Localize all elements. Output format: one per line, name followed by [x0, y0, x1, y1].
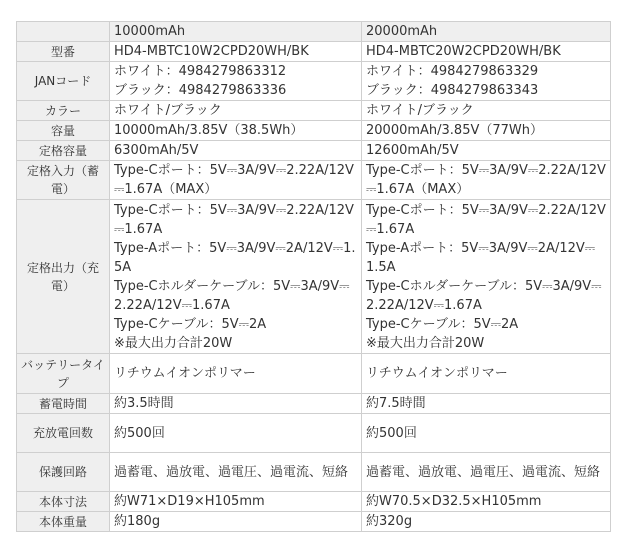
- row-value-20000: HD4-MBTC20W2CPD20WH/BK: [362, 42, 611, 62]
- row-label: 蓄電時間: [17, 394, 110, 414]
- table-row: [17, 453, 611, 492]
- row-value-10000: 約3.5時間: [110, 394, 362, 414]
- value-line: ホワイト：4984279863329: [366, 64, 539, 79]
- row-label: 定格入力（蓄電）: [17, 161, 110, 200]
- row-value-20000: 約7.5時間: [362, 394, 611, 414]
- table-row: [17, 200, 611, 354]
- row-value-20000: 約500回: [362, 414, 611, 453]
- table-row: [17, 62, 611, 101]
- row-value-20000: 20000mAh/3.85V（77Wh）: [362, 121, 611, 141]
- row-value-10000: [110, 200, 362, 354]
- row-value-20000: 12600mAh/5V: [362, 141, 611, 161]
- value-line: Type-Cポート：5V⎓3A/9V⎓2.22A/12V⎓1.67A: [114, 202, 354, 237]
- header-cell-empty: [17, 22, 110, 42]
- table-row: [17, 101, 611, 121]
- row-value-20000: [362, 62, 611, 101]
- row-value-10000: Type-Cポート：5V⎓3A/9V⎓2.22A/12V⎓1.67A（MAX）: [110, 161, 362, 200]
- table-row: [17, 354, 611, 394]
- spec-table-container: [16, 21, 610, 532]
- value-line: Type-Cケーブル：5V⎓2A: [114, 316, 267, 332]
- row-value-20000: Type-Cポート：5V⎓3A/9V⎓2.22A/12V⎓1.67A（MAX）: [362, 161, 611, 200]
- table-row: [17, 492, 611, 512]
- value-line: Type-Aポート：5V⎓3A/9V⎓2A/12V⎓1.5A: [114, 240, 356, 275]
- row-label: 充放電回数: [17, 414, 110, 453]
- value-line: Type-Cポート：5V⎓3A/9V⎓2.22A/12V⎓1.67A: [366, 202, 606, 237]
- row-label: 定格出力（充電）: [17, 200, 110, 354]
- table-row: [17, 161, 611, 200]
- value-line: Type-Cケーブル：5V⎓2A: [366, 316, 519, 332]
- row-label: 定格容量: [17, 141, 110, 161]
- row-value-20000: 約320g: [362, 512, 611, 532]
- spec-table: [16, 21, 611, 532]
- value-line: ホワイト：4984279863312: [114, 64, 287, 79]
- value-line: Type-Cホルダーケーブル：5V⎓3A/9V⎓2.22A/12V⎓1.67A: [114, 278, 350, 313]
- row-value-10000: 6300mAh/5V: [110, 141, 362, 161]
- row-value-10000: 過蓄電、過放電、過電圧、過電流、短絡: [110, 453, 362, 492]
- table-row: [17, 141, 611, 161]
- row-value-10000: HD4-MBTC10W2CPD20WH/BK: [110, 42, 362, 62]
- row-value-20000: 約W70.5×D32.5×H105mm: [362, 492, 611, 512]
- row-value-10000: 10000mAh/3.85V（38.5Wh）: [110, 121, 362, 141]
- value-line: ブラック：4984279863343: [366, 83, 539, 98]
- table-row: [17, 121, 611, 141]
- row-value-10000: リチウムイオンポリマー: [110, 354, 362, 394]
- row-value-10000: 約W71×D19×H105mm: [110, 492, 362, 512]
- header-cell-20000: 20000mAh: [362, 22, 611, 42]
- table-row: [17, 42, 611, 62]
- header-cell-10000: 10000mAh: [110, 22, 362, 42]
- table-row: [17, 414, 611, 453]
- row-label: バッテリータイプ: [17, 354, 110, 394]
- row-value-10000: 約500回: [110, 414, 362, 453]
- row-value-20000: 過蓄電、過放電、過電圧、過電流、短絡: [362, 453, 611, 492]
- row-value-20000: [362, 200, 611, 354]
- value-line: Type-Cホルダーケーブル：5V⎓3A/9V⎓2.22A/12V⎓1.67A: [366, 278, 602, 313]
- row-value-20000: ホワイト/ブラック: [362, 101, 611, 121]
- row-label: 型番: [17, 42, 110, 62]
- value-line: ※最大出力合計20W: [366, 335, 485, 351]
- row-value-10000: [110, 62, 362, 101]
- row-value-10000: 約180g: [110, 512, 362, 532]
- row-value-10000: ホワイト/ブラック: [110, 101, 362, 121]
- row-label: 本体寸法: [17, 492, 110, 512]
- value-line: ※最大出力合計20W: [114, 335, 233, 351]
- row-label: 容量: [17, 121, 110, 141]
- value-line: Type-Aポート：5V⎓3A/9V⎓2A/12V⎓1.5A: [366, 240, 596, 275]
- row-label: カラー: [17, 101, 110, 121]
- row-label: JANコード: [17, 62, 110, 101]
- table-row: [17, 394, 611, 414]
- header-row: [17, 22, 611, 42]
- value-line: ブラック：4984279863336: [114, 83, 287, 98]
- row-label: 保護回路: [17, 453, 110, 492]
- table-row: [17, 512, 611, 532]
- row-value-20000: リチウムイオンポリマー: [362, 354, 611, 394]
- row-label: 本体重量: [17, 512, 110, 532]
